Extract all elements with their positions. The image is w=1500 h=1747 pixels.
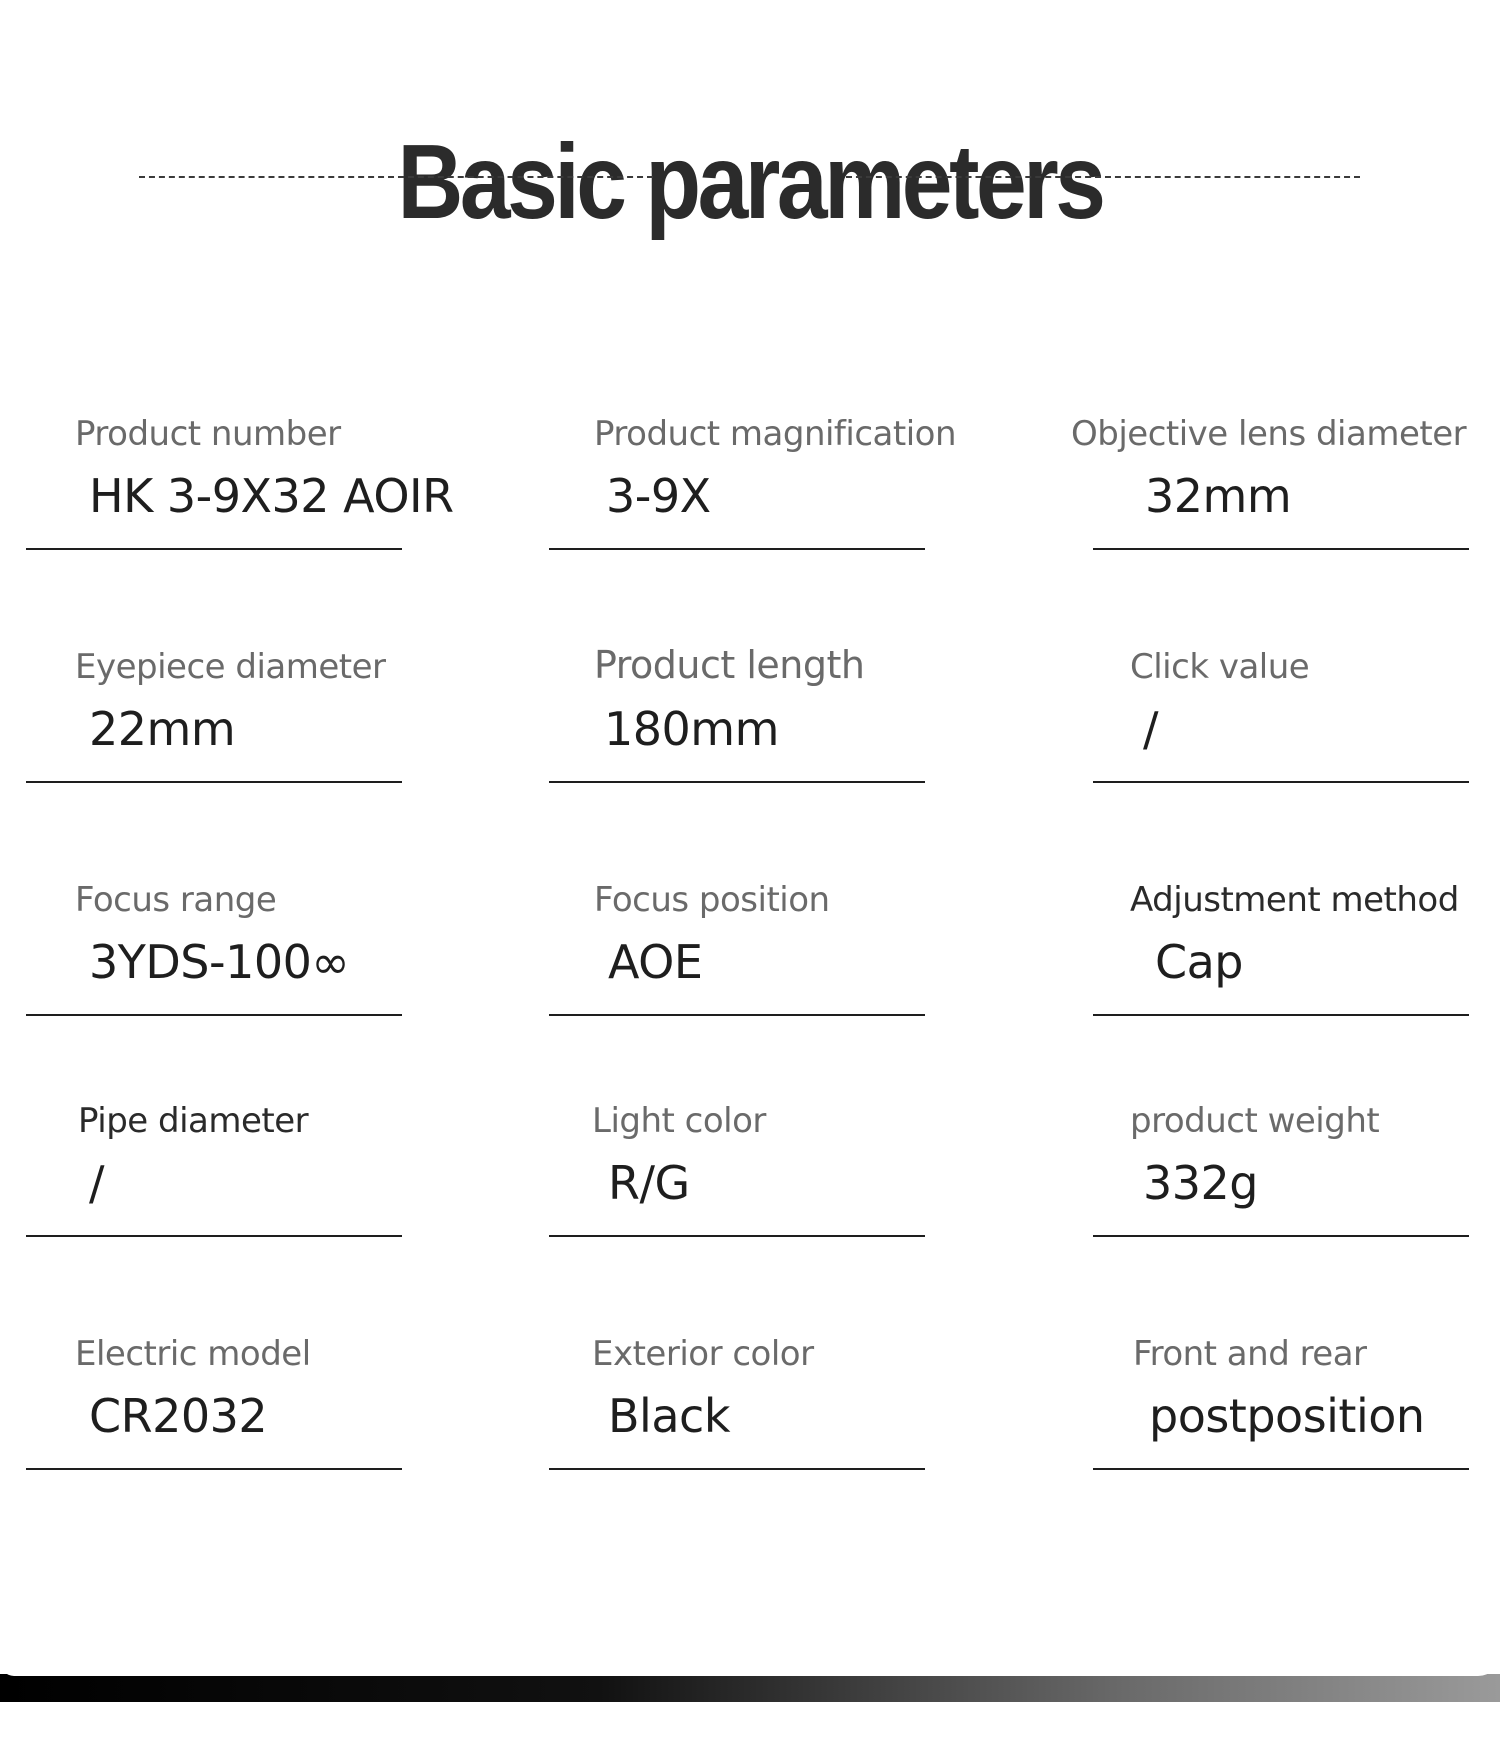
param-value: 32mm	[1145, 469, 1292, 523]
param-value: Black	[608, 1389, 730, 1443]
param-underline	[1093, 781, 1469, 783]
param-value: 332g	[1143, 1156, 1258, 1210]
param-value: HK 3-9X32 AOIR	[89, 469, 454, 523]
param-value: 3YDS-100∞	[89, 935, 350, 989]
param-value: CR2032	[89, 1389, 268, 1443]
param-label: Product number	[75, 414, 341, 454]
param-label: product weight	[1130, 1101, 1380, 1141]
param-value: Cap	[1155, 935, 1244, 989]
title-divider-right	[846, 176, 1360, 178]
param-value: postposition	[1149, 1389, 1425, 1443]
param-label: Electric model	[75, 1334, 311, 1374]
param-underline	[549, 781, 925, 783]
param-underline	[1093, 1468, 1469, 1470]
param-value: 180mm	[604, 702, 779, 756]
param-label: Adjustment method	[1130, 880, 1459, 920]
param-label: Product length	[594, 643, 865, 687]
param-label: Focus position	[594, 880, 830, 920]
param-label: Front and rear	[1133, 1334, 1367, 1374]
param-label: Eyepiece diameter	[75, 647, 386, 687]
param-underline	[1093, 1235, 1469, 1237]
param-value: R/G	[608, 1156, 690, 1210]
param-underline	[549, 548, 925, 550]
param-value: /	[89, 1156, 104, 1210]
param-label: Light color	[592, 1101, 766, 1141]
param-label: Click value	[1130, 647, 1310, 687]
param-underline	[549, 1014, 925, 1016]
title-divider-left	[139, 176, 653, 178]
param-value: 3-9X	[606, 469, 711, 523]
param-label: Pipe diameter	[78, 1101, 309, 1141]
param-underline	[1093, 548, 1469, 550]
param-underline	[549, 1235, 925, 1237]
bottom-panel-edge	[0, 1640, 1500, 1676]
bottom-gradient-bar	[0, 1674, 1500, 1702]
page-title: Basic parameters	[397, 123, 1103, 242]
param-value: /	[1143, 702, 1158, 756]
param-label: Exterior color	[592, 1334, 814, 1374]
param-label: Product magnification	[594, 414, 957, 454]
param-label: Focus range	[75, 880, 277, 920]
param-underline	[1093, 1014, 1469, 1016]
param-label: Objective lens diameter	[1071, 414, 1467, 454]
param-underline	[549, 1468, 925, 1470]
param-value: AOE	[608, 935, 703, 989]
param-value: 22mm	[89, 702, 236, 756]
